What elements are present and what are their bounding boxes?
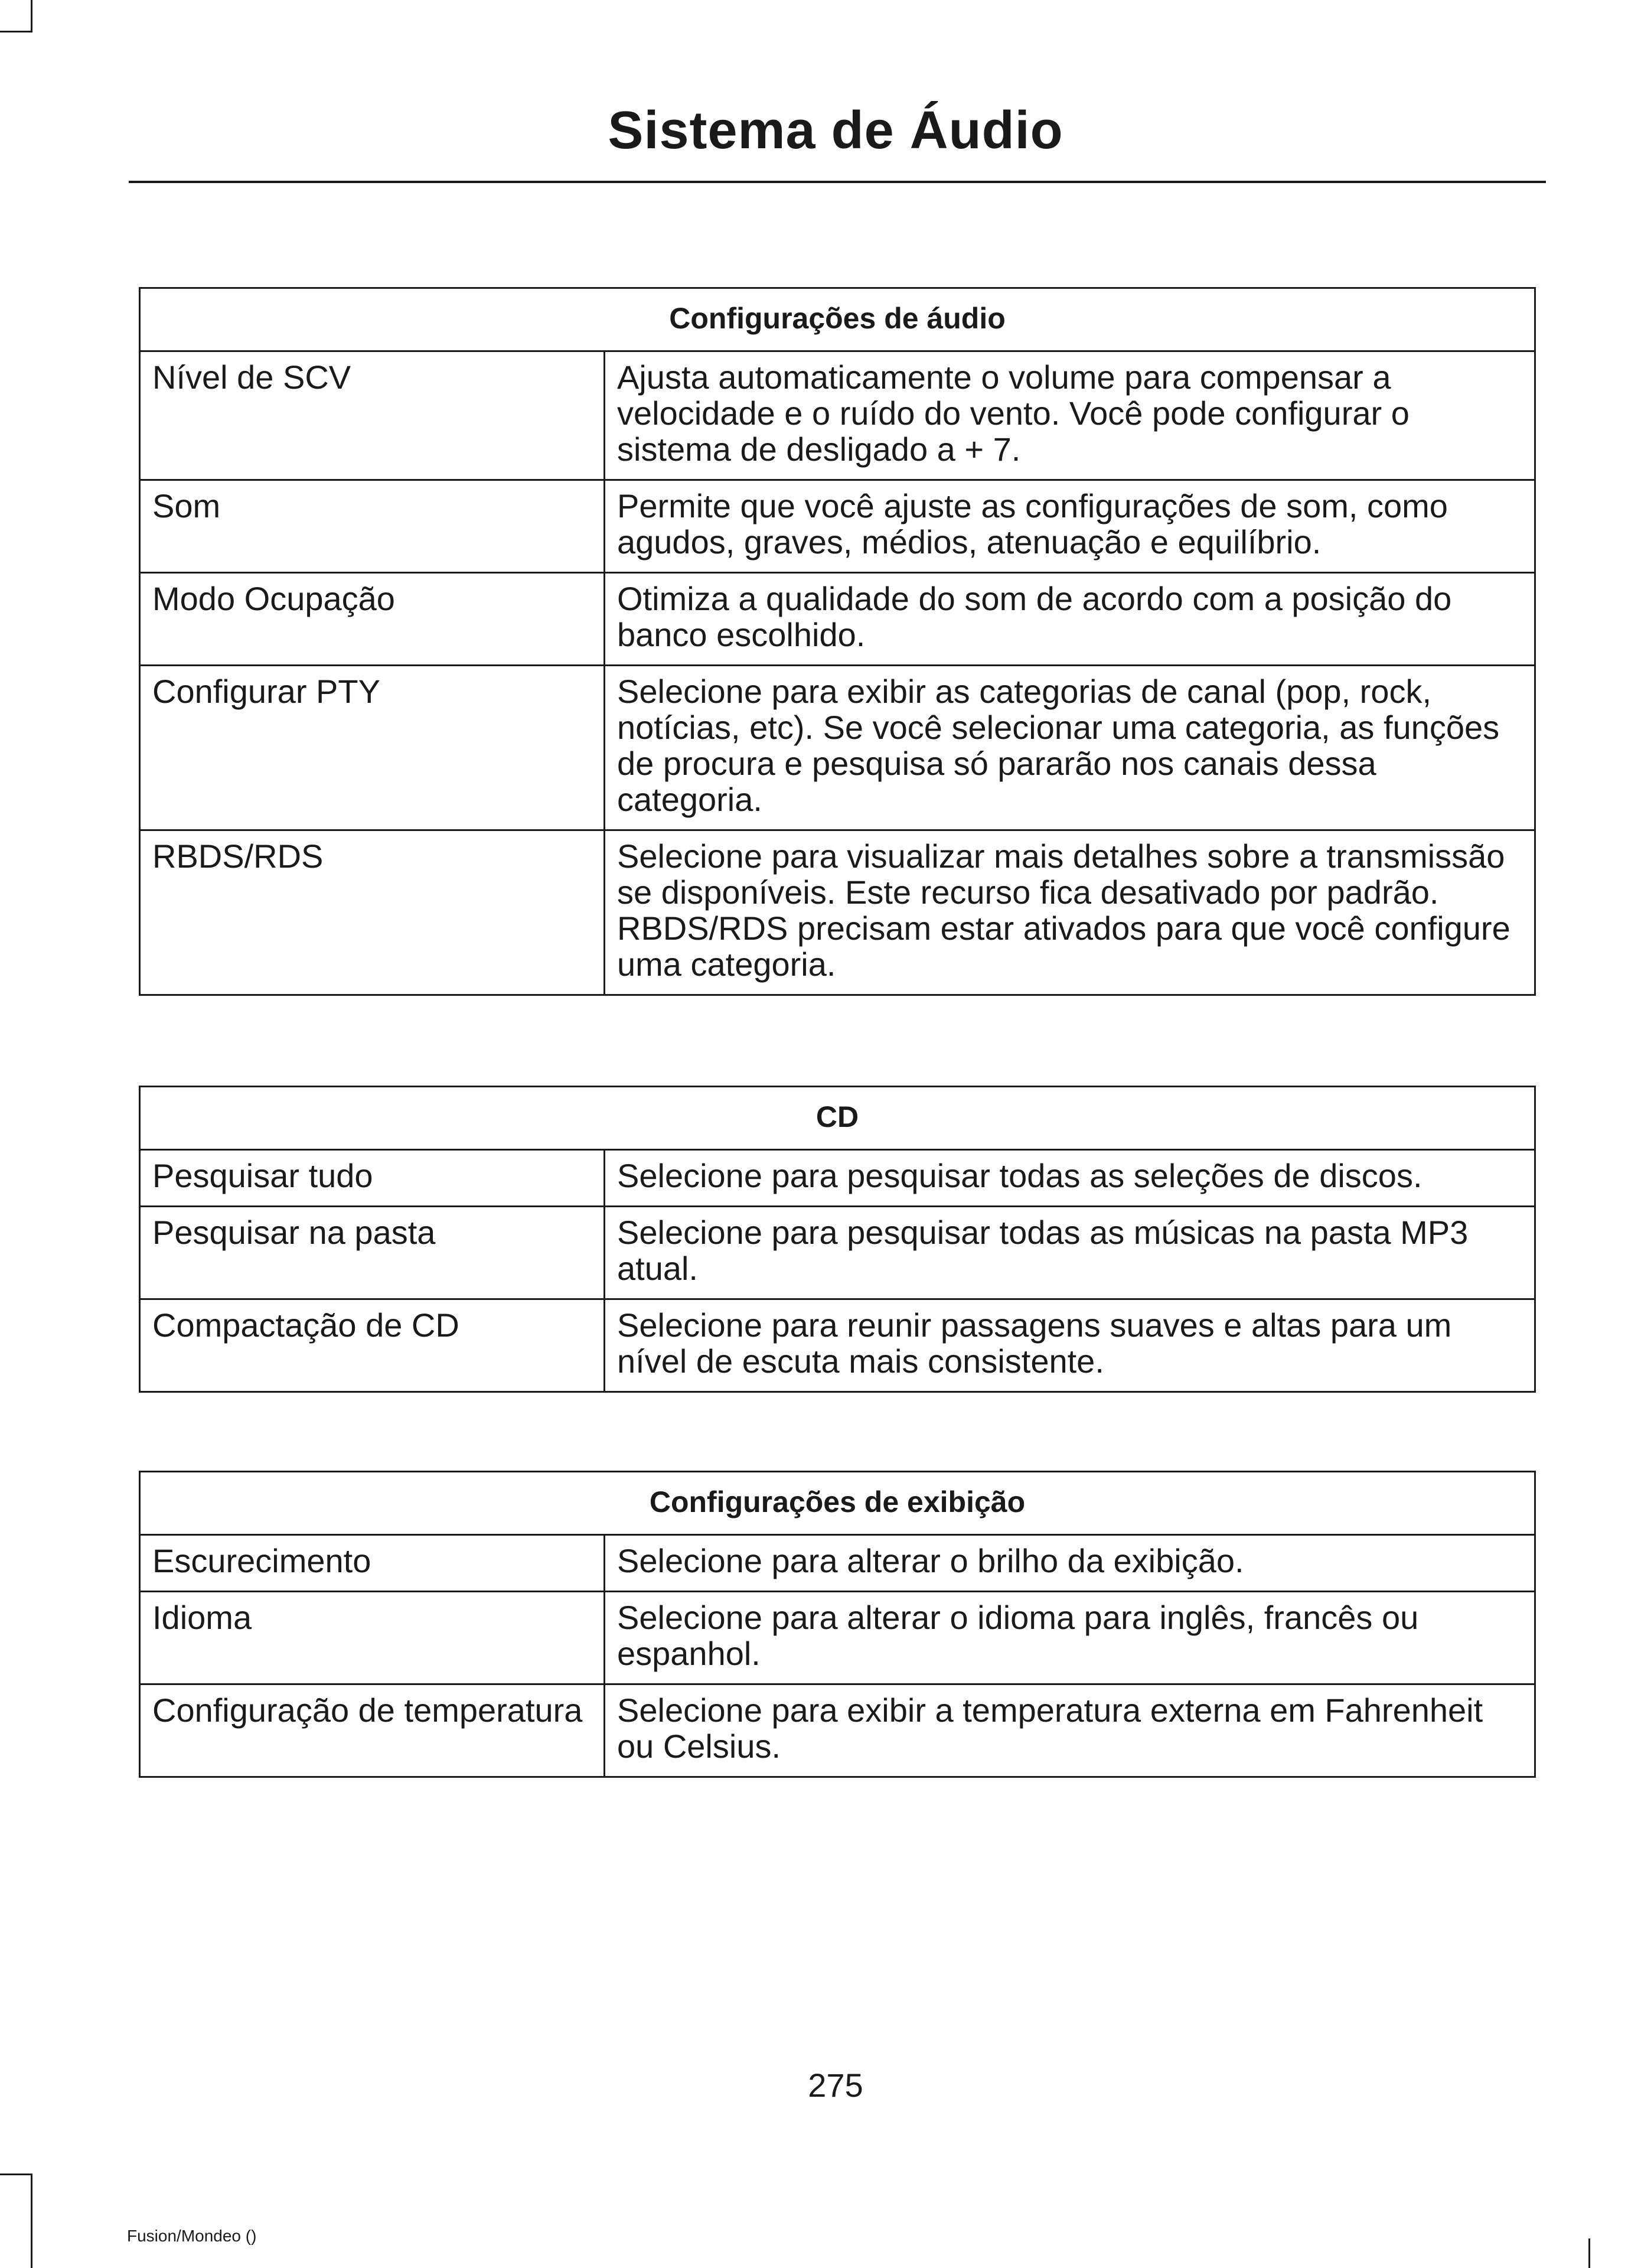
crop-mark-bottom-left — [31, 2174, 32, 2268]
table-row — [140, 351, 1535, 480]
title-divider — [129, 181, 1546, 183]
table-row — [140, 830, 1535, 995]
setting-description: Selecione para exibir as categorias de canal (pop, rock, notícias, etc). Se você selecionar uma categoria, as funções de procura e pesquisa só pararão nos canais dessa categoria. — [605, 666, 1535, 830]
cd-settings-table — [139, 1086, 1536, 1393]
table-row — [140, 480, 1535, 573]
table-heading: CD — [140, 1087, 1535, 1150]
crop-mark-bottom-right — [1588, 2238, 1590, 2268]
setting-name: Compactação de CD — [140, 1299, 605, 1392]
setting-name: Configuração de temperatura — [140, 1684, 605, 1777]
table-row — [140, 1535, 1535, 1592]
crop-mark-bottom-left — [0, 2174, 31, 2175]
setting-description: Selecione para visualizar mais detalhes sobre a transmissão se disponíveis. Este recurso fica desativado por padrão. RBDS/RDS precisam estar ativados para que você configure uma categoria. — [605, 830, 1535, 995]
setting-name: Pesquisar na pasta — [140, 1207, 605, 1299]
table-row — [140, 1684, 1535, 1777]
page-title: Sistema de Áudio — [608, 101, 1063, 160]
setting-name: Nível de SCV — [140, 351, 605, 480]
page-number: 275 — [808, 2067, 863, 2104]
setting-name: Modo Ocupação — [140, 573, 605, 666]
setting-description: Ajusta automaticamente o volume para compensar a velocidade e o ruído do vento. Você pode configurar o sistema de desligado a + 7. — [605, 351, 1535, 480]
table-row — [140, 573, 1535, 666]
setting-description: Selecione para pesquisar todas as seleções de discos. — [605, 1150, 1535, 1207]
setting-name: Escurecimento — [140, 1535, 605, 1592]
setting-name: Idioma — [140, 1592, 605, 1684]
crop-mark-top-left — [0, 31, 31, 32]
table-row — [140, 666, 1535, 830]
setting-name: Configurar PTY — [140, 666, 605, 830]
setting-description: Selecione para reunir passagens suaves e altas para um nível de escuta mais consistente. — [605, 1299, 1535, 1392]
setting-description: Permite que você ajuste as configurações de som, como agudos, graves, médios, atenuação e equilíbrio. — [605, 480, 1535, 573]
setting-name: RBDS/RDS — [140, 830, 605, 995]
table-row — [140, 1299, 1535, 1392]
display-settings-table — [139, 1471, 1536, 1778]
setting-description: Selecione para alterar o idioma para inglês, francês ou espanhol. — [605, 1592, 1535, 1684]
table-heading: Configurações de áudio — [140, 288, 1535, 351]
table-row — [140, 1592, 1535, 1684]
setting-description: Selecione para pesquisar todas as músicas na pasta MP3 atual. — [605, 1207, 1535, 1299]
crop-mark-top-left — [31, 0, 32, 32]
setting-name: Pesquisar tudo — [140, 1150, 605, 1207]
setting-description: Selecione para alterar o brilho da exibição. — [605, 1535, 1535, 1592]
table-heading: Configurações de exibição — [140, 1472, 1535, 1535]
setting-description: Selecione para exibir a temperatura externa em Fahrenheit ou Celsius. — [605, 1684, 1535, 1777]
setting-description: Otimiza a qualidade do som de acordo com a posição do banco escolhido. — [605, 573, 1535, 666]
table-row — [140, 1150, 1535, 1207]
table-row — [140, 1207, 1535, 1299]
footer-model: Fusion/Mondeo () — [127, 2227, 257, 2245]
audio-settings-table — [139, 287, 1536, 996]
setting-name: Som — [140, 480, 605, 573]
